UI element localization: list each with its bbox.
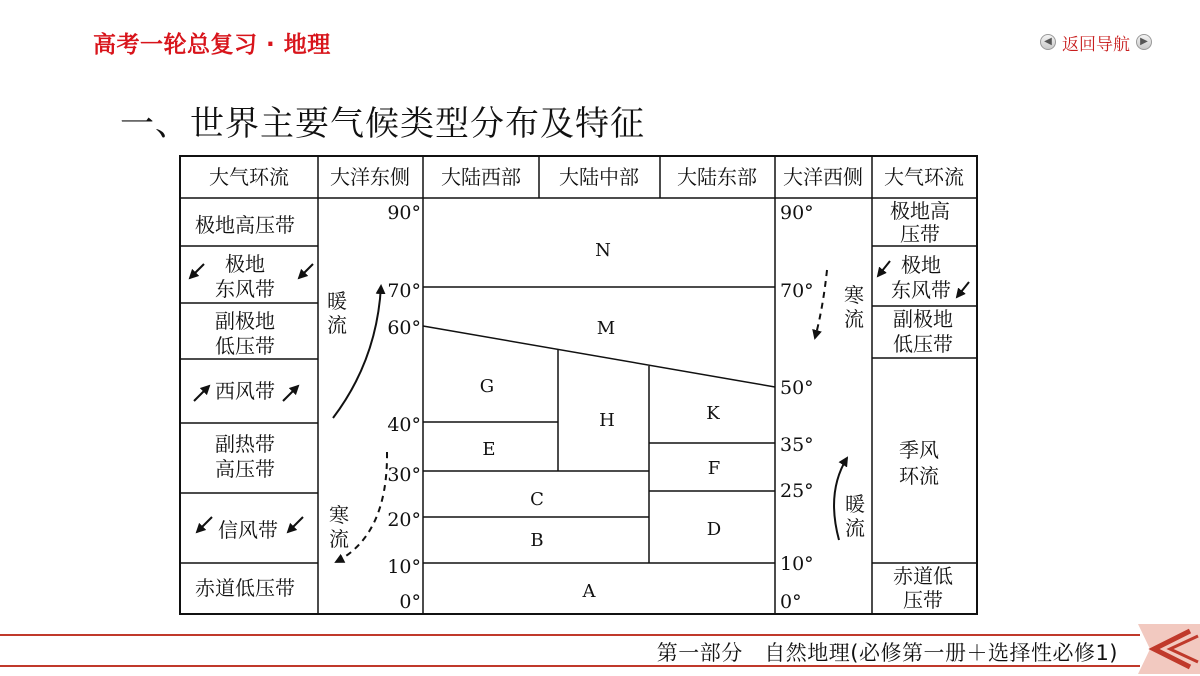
- arrow-left-icon[interactable]: ◀: [1040, 34, 1056, 50]
- left-belt-subpolar-low: 副极地低压带: [215, 309, 275, 358]
- wind-arrow-icon: [194, 386, 209, 401]
- left-latitude-label: 0°: [399, 591, 421, 613]
- left-latitude-label: 20°: [387, 509, 421, 531]
- zone-label: K: [706, 403, 720, 424]
- wind-arrow-icon: [190, 264, 204, 278]
- right-latitude-label: 90°: [780, 202, 814, 224]
- current-label-east-warm: 暖流: [327, 289, 347, 337]
- right-belt-equatorial-low: 赤道低压带: [893, 564, 953, 612]
- left-latitude-label: 30°: [387, 464, 421, 486]
- left-latitude-label: 90°: [387, 202, 421, 224]
- wind-arrow-icon: [957, 282, 969, 297]
- zone-label: D: [706, 519, 722, 540]
- zone-label: C: [530, 489, 544, 510]
- left-belt-polar-easterlies: 极地东风带: [215, 252, 275, 301]
- right-latitude-label: 70°: [780, 280, 814, 302]
- course-title: 高考一轮总复习 · 地理: [93, 32, 331, 58]
- column-header-continent-central: 大陆中部: [559, 165, 639, 189]
- right-belt-subpolar-low: 副极地低压带: [893, 307, 953, 356]
- footer-back-chevron-icon[interactable]: [1138, 622, 1200, 676]
- left-latitude-label: 70°: [387, 280, 421, 302]
- arrow-right-icon[interactable]: ▶: [1136, 34, 1152, 50]
- right-latitude-label: 0°: [780, 591, 802, 613]
- footer-divider-top: [0, 634, 1140, 636]
- wind-arrow-icon: [197, 517, 212, 532]
- column-header-ocean-west: 大洋西侧: [783, 165, 863, 189]
- left-latitude-label: 40°: [387, 414, 421, 436]
- left-belt-equatorial-low: 赤道低压带: [195, 576, 295, 600]
- zone-label: N: [595, 240, 611, 261]
- cold-current-arrow-icon: [815, 270, 827, 338]
- column-header-circulation-right: 大气环流: [884, 165, 964, 189]
- section-title: 一、世界主要气候类型分布及特征: [120, 104, 645, 144]
- wind-arrow-icon: [878, 261, 890, 276]
- zone-label: A: [582, 581, 596, 602]
- current-label-west-cold: 寒流: [844, 283, 864, 331]
- zone-label: B: [530, 530, 544, 551]
- right-belt-monsoon: 季风环流: [899, 438, 939, 488]
- column-header-circulation-left: 大气环流: [209, 165, 289, 189]
- left-belt-polar-high: 极地高压带: [195, 213, 295, 237]
- left-belt-westerlies: 西风带: [215, 379, 275, 403]
- wind-arrow-icon: [288, 517, 303, 532]
- back-navigation-label[interactable]: 返回导航: [1062, 34, 1130, 55]
- current-label-west-warm: 暖流: [845, 492, 865, 540]
- column-header-continent-east: 大陆东部: [677, 165, 757, 189]
- left-latitude-label: 60°: [387, 317, 421, 339]
- left-belt-subtropical-high: 副热带高压带: [215, 432, 275, 481]
- right-belt-polar-high: 极地高压带: [890, 199, 950, 246]
- zone-label: M: [596, 318, 616, 339]
- column-header-ocean-east: 大洋东侧: [330, 165, 410, 189]
- right-belt-polar-easterlies: 极地东风带: [891, 253, 951, 302]
- wind-arrow-icon: [299, 264, 313, 278]
- right-latitude-label: 25°: [780, 480, 814, 502]
- zone-label: E: [482, 439, 496, 460]
- right-latitude-label: 50°: [780, 377, 814, 399]
- column-header-continent-west: 大陆西部: [441, 165, 521, 189]
- zone-label: H: [599, 410, 615, 431]
- right-latitude-label: 35°: [780, 434, 814, 456]
- current-label-east-cold: 寒流: [329, 503, 349, 551]
- right-latitude-label: 10°: [780, 553, 814, 575]
- zone-label: F: [707, 458, 721, 479]
- left-latitude-label: 10°: [387, 556, 421, 578]
- wind-arrow-icon: [283, 386, 298, 401]
- left-belt-trade-winds: 信风带: [218, 518, 278, 542]
- zone-label: G: [479, 376, 495, 397]
- footer-part-title: 第一部分 自然地理(必修第一册＋选择性必修1): [656, 641, 1118, 665]
